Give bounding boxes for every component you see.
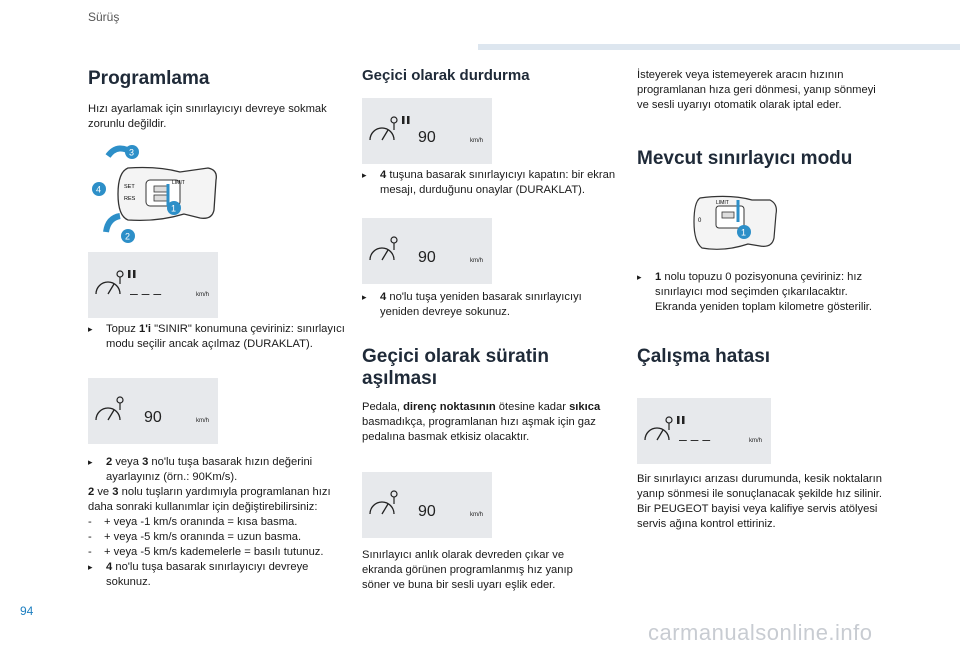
column-2 bbox=[362, 68, 624, 83]
display-digits: – – – bbox=[130, 285, 162, 301]
display-unit: km/h bbox=[470, 138, 484, 144]
title-pause: Geçici olarak durdurma bbox=[362, 67, 530, 84]
callout-3: 3 bbox=[129, 147, 135, 158]
header-bar bbox=[478, 44, 960, 50]
display-digits: 90 bbox=[418, 249, 436, 266]
display-fault bbox=[637, 398, 771, 464]
zero-label: 0 bbox=[698, 218, 702, 224]
bullet-icon: ▸ bbox=[88, 457, 93, 467]
exceed-text: Pedala, direnç noktasının ötesine kadar sıkıca basmadıkça, programlanan hızı aşmak için gaz pedalına basmak etkisiz olacaktır. bbox=[362, 401, 601, 443]
speedometer-icon bbox=[96, 282, 120, 294]
stalk-illustration-2 bbox=[690, 192, 780, 256]
callout-4: 4 bbox=[96, 184, 102, 195]
limit-label: LIMIT bbox=[716, 200, 729, 206]
callout-1: 1 bbox=[171, 203, 177, 214]
exceed-section bbox=[362, 346, 612, 445]
speedometer-icon bbox=[370, 248, 394, 260]
speedometer-icon bbox=[370, 502, 394, 514]
display-exceed bbox=[362, 472, 492, 538]
title-fault: Çalışma hatası bbox=[637, 346, 771, 367]
title-exit: Mevcut sınırlayıcı modu bbox=[637, 148, 853, 169]
step-exit: ▸ 1 nolu topuzu 0 pozisyonuna çeviriniz: hız sınırlayıcı mod seçimden çıkarılacaktır. Ekranda yeniden toplam kilometre gösterilir. bbox=[637, 271, 873, 313]
header-section-label: Sürüş bbox=[88, 10, 120, 24]
limit-label: LIMIT bbox=[172, 180, 185, 186]
speedometer-icon bbox=[645, 428, 669, 440]
page-number: 94 bbox=[20, 604, 34, 618]
callout-2: 2 bbox=[125, 231, 131, 242]
step-1: ▸ Topuz 1'i "SINIR" konumuna çeviriniz: sınırlayıcı modu seçilir ancak açılmaz (DURAKLAT). bbox=[88, 323, 345, 350]
display-pause bbox=[362, 98, 492, 164]
column-3-intro: İsteyerek veya istemeyerek aracın hızının programlanan hıza geri dönmesi, yanıp sönmeyi ve sesli uyarıyı otomatik olarak iptal eder. bbox=[637, 69, 876, 111]
display-unit: km/h bbox=[749, 438, 763, 444]
display-unit: km/h bbox=[196, 292, 210, 298]
column-1 bbox=[88, 68, 350, 132]
step-pause: ▸ 4 tuşuna basarak sınırlayıcıyı kapatın: bir ekran mesajı, durduğunu onaylar (DURAKLAT). bbox=[362, 169, 616, 196]
title-programlama: Programlama bbox=[88, 68, 210, 89]
display-digits: – – – bbox=[679, 431, 711, 447]
dash-item: + veya -5 km/s kademelerle = basılı tutunuz. bbox=[104, 546, 324, 558]
speedometer-icon bbox=[370, 128, 394, 140]
display-digits: 90 bbox=[418, 129, 436, 146]
bullet-icon: ▸ bbox=[362, 170, 367, 180]
dash-item: + veya -5 km/s oranında = uzun basma. bbox=[104, 531, 302, 543]
watermark: carmanualsonline.info bbox=[648, 620, 873, 645]
bullet-icon: ▸ bbox=[88, 324, 93, 334]
display-resume bbox=[362, 218, 492, 284]
display-90 bbox=[88, 378, 218, 444]
step-resume: ▸ 4 no'lu tuşa yeniden basarak sınırlayıcıyı yeniden devreye sokunuz. bbox=[362, 291, 582, 318]
set-label: SET bbox=[124, 184, 135, 190]
callout-1: 1 bbox=[741, 227, 747, 238]
fault-text: Bir sınırlayıcı arızası durumunda, kesik noktaların yanıp sönmesi ile sonuçlanacak şekilde hız silinir. Bir PEUGEOT bayisi veya kalifiye servis atölyesi servis ağına kontrol ettiriniz. bbox=[637, 473, 883, 530]
steps-2-3: ▸ 2 veya 3 no'lu tuşa basarak hızın değerini ayarlayınız (örn.: 90Km/s). 2 ve 3 nolu tuşların yardımıyla programlanan hızı daha sonraki kullanımlar için değiştirebilirsiniz: - + veya -1 km/s oranında = kısa basma. - + veya -5 km/s oranında = uzun basma. - + veya -5 km/s kademelerle = basılı tutunuz. ▸ 4 no'lu tuşa basarak sınırlayıcıyı devreye sokunuz. bbox=[88, 456, 331, 588]
display-unit: km/h bbox=[470, 512, 484, 518]
intro-text: Hızı ayarlamak için sınırlayıcıyı devreye sokmak zorunlu değildir. bbox=[88, 103, 327, 130]
display-unit: km/h bbox=[196, 418, 210, 424]
res-label: RES bbox=[124, 196, 136, 202]
display-digits: 90 bbox=[144, 409, 162, 426]
speedometer-icon bbox=[96, 408, 120, 420]
fault-section bbox=[637, 346, 899, 368]
blink-text: Sınırlayıcı anlık olarak devreden çıkar ve ekranda görünen programlanmış hız yanıp söner ve buna bir sesli uyarı eşlik eder. bbox=[362, 549, 573, 591]
display-unit: km/h bbox=[470, 258, 484, 264]
stalk-illustration bbox=[88, 140, 228, 244]
display-paused bbox=[88, 252, 218, 318]
bullet-icon: ▸ bbox=[637, 272, 642, 282]
exit-section bbox=[637, 148, 899, 170]
title-exceed: Geçici olarak süratin aşılması bbox=[362, 346, 549, 389]
bullet-icon: ▸ bbox=[88, 562, 93, 572]
bullet-icon: ▸ bbox=[362, 292, 367, 302]
dash-item: + veya -1 km/s oranında = kısa basma. bbox=[104, 516, 298, 528]
display-digits: 90 bbox=[418, 503, 436, 520]
